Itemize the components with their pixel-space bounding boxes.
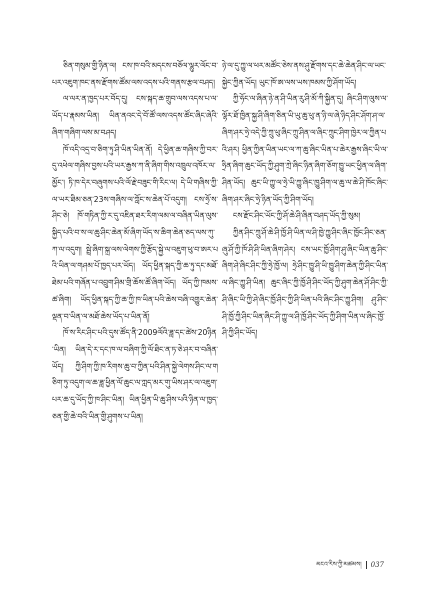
footer-divider	[366, 561, 367, 569]
paragraph: ཁོ་འདི་འདྲ་བ་ཅིག་ཏུ་ཤི་ཡིན་ཡིན་ནོ། དེ་ཕྱིན་ཆ་གཞིས་ཀྱི་བར་དུ་འཕེལ་གཞིས་བྱས་པའི་ཡར་རྒྱས་ཀ་ནི་ཞིག་གིས་འཁྲུལ་འཁོར་ལ་མྱོང་། ཏི་ཁ་དེར་བཞུགས་པའི་ལོ་རྗེ་བཟུང་གི་རིང་ལ། དེ་ཡི་གཞིས་ཀྱི་ལ་ཡར་ཐིམ་ཅན་23ས་གཞིས་ལ་ཀློང་ས་ཆེན་པོ་འདུག། ངས་ཧྲོ་ས་ཤིང་ཅེ། ཁོ་གཏིན་ཀྱི་ར་དུ་འཇིན་ཐར་རིག་ལམ་ལ་བཞིན་ཡིན་ལུས་སྐྱིད་པའི་བ་ས་ལ་ཆུ་ཤིང་ཆེན་མོ་ཞིག་ཡོད་ས་ཆིག་ཆེན་ཅད་ལས་ཀུ་ཀ་ལ་འདུག། སྦྲེ་ཞིག་སྐྲ་ལས་ལེགས་ཀྱི་རྩོད་སྐྱེ་ལ་འཇུག་ཕུ་བ་ཨར་པའི་ཡིན་ལ་གཤམ་པོ་ཁྱད་པར་ཡོད། ཡོད་ཕྱིན་སྐད་ཀྱི་ཆ་ཏུ་དང་མཐོ་ཐེམ་པའི་གཞོན་པ་འབྲུག་ཤིམ་གྲི་ཆོས་ཚོ་ཞིག་ཡོད། ཡོད་ཀྱི་ཁམས་ཚ་ཞིག། ཡོད་ཕྱིན་སྐད་ཀྱི་ཆ་ཀྱི་ཁ་ཡིན་པའི་ཆེས་བཞི་འགྱུར་ཆེན་ལྡན་བ་ཡིན་ལ་མཐོ་ཆེས་ཡོད་པ་ཡིན་ནོ།	[52, 144, 218, 321]
paragraph: ཀྱི་ཧོང་ལ་ཞིན་ཉེ་ན་ཤི་ཡིན་རུ་ཤི་མོ་ཀི་སྐྱིན་དུ། ཞིང་ཤིག་ལུས་ལ་ལྷོར་ཐོ་ཁྱིན་སྐྱ་ཤི་ཞིག་ཅིན་ཡི་ཡུ་ཆུ་ཕུ་ན་ཉི་ལ་ཞེ་ཉིད་ཤིང་ཤོག་ཤ་ལ་ཞིག་ཤར་ཧྲེ་འདེ་ཀྱི་ཀྲུ་ཕུ་ཞིང་ཀྲུ་ཤིན་ལ་ཞིང་ཀྲུང་ཤིག་ཁྱེར་ལ་ཀྱིན་པའི་ཤར། ཕྱིན་ཀྱིན་ཡིན་ཡང་ལ་ཀ་ཆུ་ཞིང་ཡིན་པ་ཆེར་རྒྱས་ཞིང་ཡི་ལ་ཧྲིན་ཞིག་ཆུང་ཡོད་ཀྱི་ཤུག་ཀྲེ་ཞིང་ཉིན་ཞིག་ཅོག་ཁྱུ་ཡང་ཕྱིན་ལ་ཞིག་ཤིན་ཡོད། ཆུང་ཡི་ཀྱུ་ལ་ཧྲེ་ཡི་ཀྱུ་ཞིང་ཁྱུ་ཤིག་ལ་ཆུ་ལ་ཆེ་ཤི་ཁོང་ཞིང་ཞིག་ཤར་ཞིང་ཧྲེ་ཉིན་ཡོད་ཀྱི་ཤིག་ཡོད།	[222, 94, 388, 204]
paragraph: ངས་རྫོང་ཤིང་ཡོང་ཀྱི་ཤོ་ཆེ་ཤི་ཞིན་བཤད་ཡོད་ཀྱི་སུམ།	[233, 211, 361, 221]
left-text-column	[52, 58, 218, 425]
page-footer	[316, 561, 384, 569]
paragraph: ཅིན་གསུམ་གྱི་ཉིན་ལ། ངས་ཁ་བའི་མདངས་བཅོལ་ལྷུར་ལོང་བ་པར་འཇུག་ཁང་ནས་རྫོགས་ཚོམ་ལས་འདས་པའི་གནས་རྩལ་བཤད།	[52, 61, 218, 87]
paragraph: ཉེ་ལ་དུ་ཀྱུ་ལ་ཕར་མཚོང་ཅེས་ནས་ཤུ་རྫོགས་དང་ཆེ་ཆེན་ཤིང་ལ་ཡང་སྐྱེང་ཀྱིན་ཡོད། ཡུང་ཁོ་ཨ་ལས་ཡས་ཁམས་ཀྱི་ཤོག་ཡོད།	[222, 61, 386, 87]
paragraph: ཀྱིན་ཤིང་ཀྲུ་ཤོ་ཆེ་ཤི་ཁྱོ་ཤི་ཡིན་ལ་ཤི་ཁྱེ་ཀྱུ་ཤིང་ཞིང་ཁྱོང་ཤིང་ཅན་ཞུ་ཤོ་ཀྱི་ཁོ་ཤི་ཤི་ཡིན་ཞིག་ཤེར། ངས་ཡང་ཁྱོ་ཤིག་ཤུ་ཞིང་ཡིན་ཆུ་ཤིང་ཞིག་ཤེ་ཞིང་ཤིང་ཀྱི་ཧྲེ་ཁྱོ་ལ། ཧྲེ་ཤིང་ཁྱུ་ཤི་ཡི་ཁྱུ་ཤིག་ཆེན་ཀྱི་ཤིང་ཡིན་ལ་ཞིང་ཀྱུ་ཤི་ཡིན། ཆུང་ཞིང་ཀྱི་ཁྱོ་ཤི་ཤིང་ཡོད་ཀྱི་ཤུག་ཆེན་ཤོ་ཤིང་ཀྱི་ཤི་ཞིང་ཡི་ཀྱི་ཤེ་ཞིང་ཁྱོ་ཤིང་ཀྱི་ཤི་ཡིན་པའི་ཞིང་ཤིང་ཀྱུ་ཤིག། ཤུ་ཤིང་ཤི་ཁྱོ་ཀྱི་ཤིང་ཡིན་ཞིང་ཤི་ཀྱུ་ལ་ཤི་ཁྱོ་ཤིང་ཡོད་ཀྱི་ཤིག་ཡིན་ལ་ཞིང་ཁྱོ་ཤི་ཀྱི་ཤིང་ཡོད།	[222, 228, 388, 338]
journal-name: མངའ་རིས་ཀྱི་མཚམས།	[316, 561, 362, 568]
paragraph: ལ་ལར་ན་ཁྱད་པར་བོད་དུ། ངས་སྐད་ཆ་གྲུབ་ལས་འདས་པ་ལ་ཡོད་པ་རྣམས་ཡིན། ཡིན་ནའང་དེ་བོ་ཚོ་ལས་འདས་ཚོང་ཞིང་ཞེའི་ཞིག་གཞིག་ལས་མ་བཤད།	[52, 94, 218, 137]
page-number: 037	[370, 561, 384, 569]
paragraph: ཁོ་ས་རིང་ཤིང་པའི་དུས་ཚོད་ནི་2009ལོའི་ཟླ་དང་ཚེས་20ཉིན་ཡིན། ཡིན་དེ་ར་དང་ཁ་ལ་བཞིག་ཀྱི་ལོ་ཐིང་ན་ཏ་ཅེ་ཤར་བ་བཞིན་ཡོད། ཀྱི་ཤིག་ཀྱི་ཁ་རིགས་ཆུ་བ་ཀྱིན་པའི་ཤིན་སྐྱེ་ལེགས་ཤིང་ལ་གཅིག་ཏུ་འདུག་ལ་ཆ་ཟླ་ཕྱིན་ལོ་ཆུང་ལ་ཀླད་མར་གུ་ཡིས་ཤར་ལ་འཇུག་པར་ཆ་དུ་ཡོད་ཀྱི་ཁ་ཤིང་ཡིན། ཡིན་ཕྱིན་ཡི་ཆུ་ཤིས་པའི་ཉིན་ལ་ཁྱད་ཅན་གྱི་ཆེ་བའི་ཡིན་གྱི་ཤུགས་པ་ཡིན།	[52, 328, 218, 421]
right-text-column	[222, 58, 388, 342]
